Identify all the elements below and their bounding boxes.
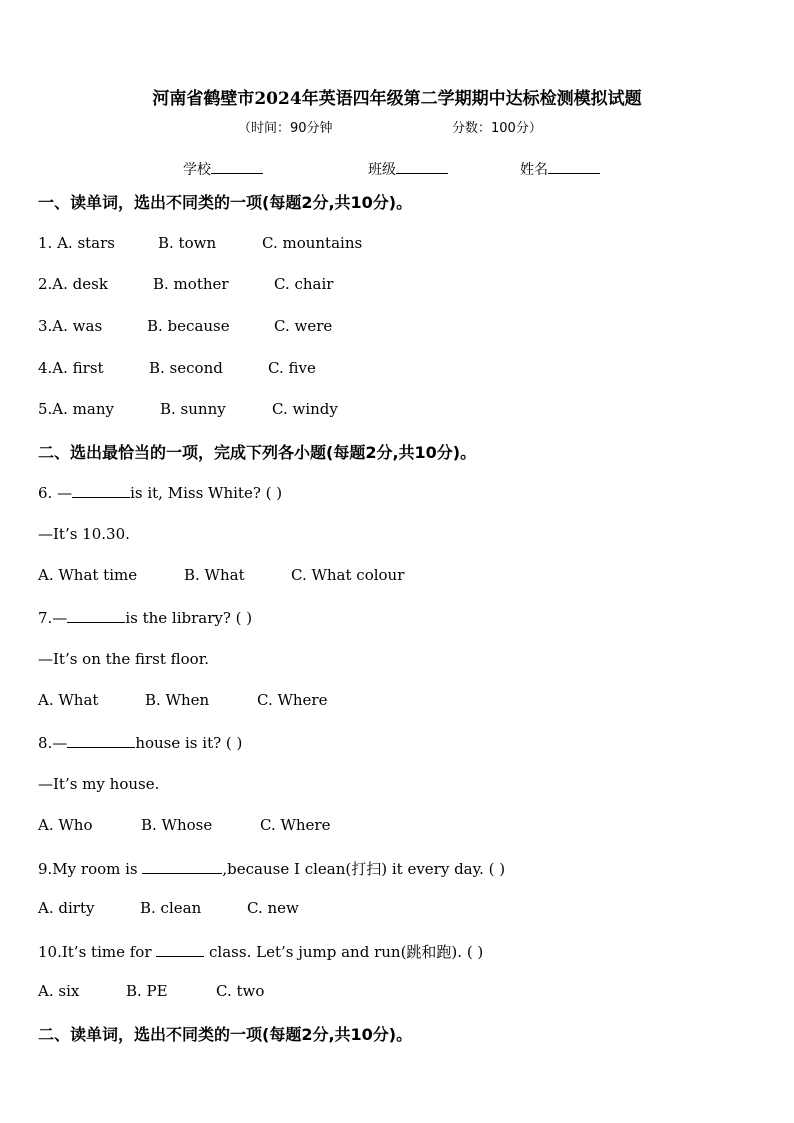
q2-option-c: C. chair — [274, 275, 334, 293]
q7-prefix: 7.— — [38, 609, 68, 627]
q3-option-a: 3.A. was — [38, 317, 103, 335]
q10-stem — [38, 941, 483, 962]
q10-option-a: A. six — [38, 982, 80, 1000]
q6-suffix: is it, Miss White? ( ) — [130, 484, 283, 502]
q4-option-b: B. second — [149, 359, 223, 377]
school-field[interactable] — [183, 159, 263, 179]
section-2-heading: 二、选出最恰当的一项，完成下列各小题(每题2分,共10分)。 — [38, 443, 477, 462]
q8-prefix: 8.— — [38, 734, 68, 752]
q4-option-a: 4.A. first — [38, 359, 104, 377]
q9-suffix: ,because I clean(打扫) it every day. ( ) — [222, 860, 506, 878]
exam-time: （时间：90分钟 — [238, 121, 333, 136]
q10-blank[interactable] — [156, 942, 204, 957]
school-blank[interactable] — [211, 159, 263, 174]
section-1-heading: 一、读单词，选出不同类的一项(每题2分,共10分)。 — [38, 193, 413, 212]
q6-option-c: C. What colour — [291, 566, 405, 584]
q7-stem — [38, 608, 252, 627]
q2-option-b: B. mother — [153, 275, 229, 293]
q10-option-c: C. two — [216, 982, 265, 1000]
q8-option-a: A. Who — [38, 816, 93, 834]
q10-option-b: B. PE — [126, 982, 168, 1000]
q1-option-c: C. mountains — [262, 234, 363, 252]
school-label: 学校 — [183, 162, 211, 178]
q9-prefix: 9.My room is — [38, 860, 143, 878]
q2-option-a: 2.A. desk — [38, 275, 108, 293]
q10-suffix: class. Let’s jump and run(跳和跑). ( ) — [204, 943, 484, 961]
q6-option-b: B. What — [184, 566, 245, 584]
q8-answer-line: —It’s my house. — [38, 775, 160, 793]
q7-option-a: A. What — [38, 691, 99, 709]
q3-option-b: B. because — [147, 317, 230, 335]
q7-option-c: C. Where — [257, 691, 328, 709]
q9-option-c: C. new — [247, 899, 299, 917]
q6-prefix: 6. — — [38, 484, 73, 502]
q7-answer-line: —It’s on the first floor. — [38, 650, 210, 668]
q9-stem — [38, 858, 505, 879]
class-field[interactable] — [368, 159, 448, 179]
q8-option-b: B. Whose — [141, 816, 213, 834]
q10-prefix: 10.It’s time for — [38, 943, 157, 961]
q8-option-c: C. Where — [260, 816, 331, 834]
class-blank[interactable] — [396, 159, 448, 174]
q8-stem — [38, 733, 242, 752]
q9-option-b: B. clean — [140, 899, 202, 917]
exam-score: 分数：100分） — [452, 121, 542, 136]
q1-option-b: B. town — [158, 234, 217, 252]
q7-suffix: is the library? ( ) — [125, 609, 253, 627]
q5-option-c: C. windy — [272, 400, 338, 418]
q6-blank[interactable] — [72, 483, 130, 498]
q6-answer-line: —It’s 10.30. — [38, 525, 130, 543]
name-field[interactable] — [520, 159, 600, 179]
section-3-heading: 二、读单词，选出不同类的一项(每题2分,共10分)。 — [38, 1025, 413, 1044]
q7-blank[interactable] — [67, 608, 125, 623]
q5-option-b: B. sunny — [160, 400, 226, 418]
q6-option-a: A. What time — [38, 566, 138, 584]
name-label: 姓名 — [520, 162, 548, 178]
q9-option-a: A. dirty — [38, 899, 95, 917]
q3-option-c: C. were — [274, 317, 333, 335]
q8-blank[interactable] — [67, 733, 135, 748]
page-title: 河南省鹤壁市2024年英语四年级第二学期期中达标检测模拟试题 — [152, 89, 642, 109]
class-label: 班级 — [368, 162, 396, 178]
q7-option-b: B. When — [145, 691, 210, 709]
q9-blank[interactable] — [142, 859, 222, 874]
q6-stem — [38, 483, 282, 502]
q1-option-a: 1. A. stars — [38, 234, 115, 252]
name-blank[interactable] — [548, 159, 600, 174]
q4-option-c: C. five — [268, 359, 316, 377]
q8-suffix: house is it? ( ) — [135, 734, 243, 752]
q5-option-a: 5.A. many — [38, 400, 114, 418]
